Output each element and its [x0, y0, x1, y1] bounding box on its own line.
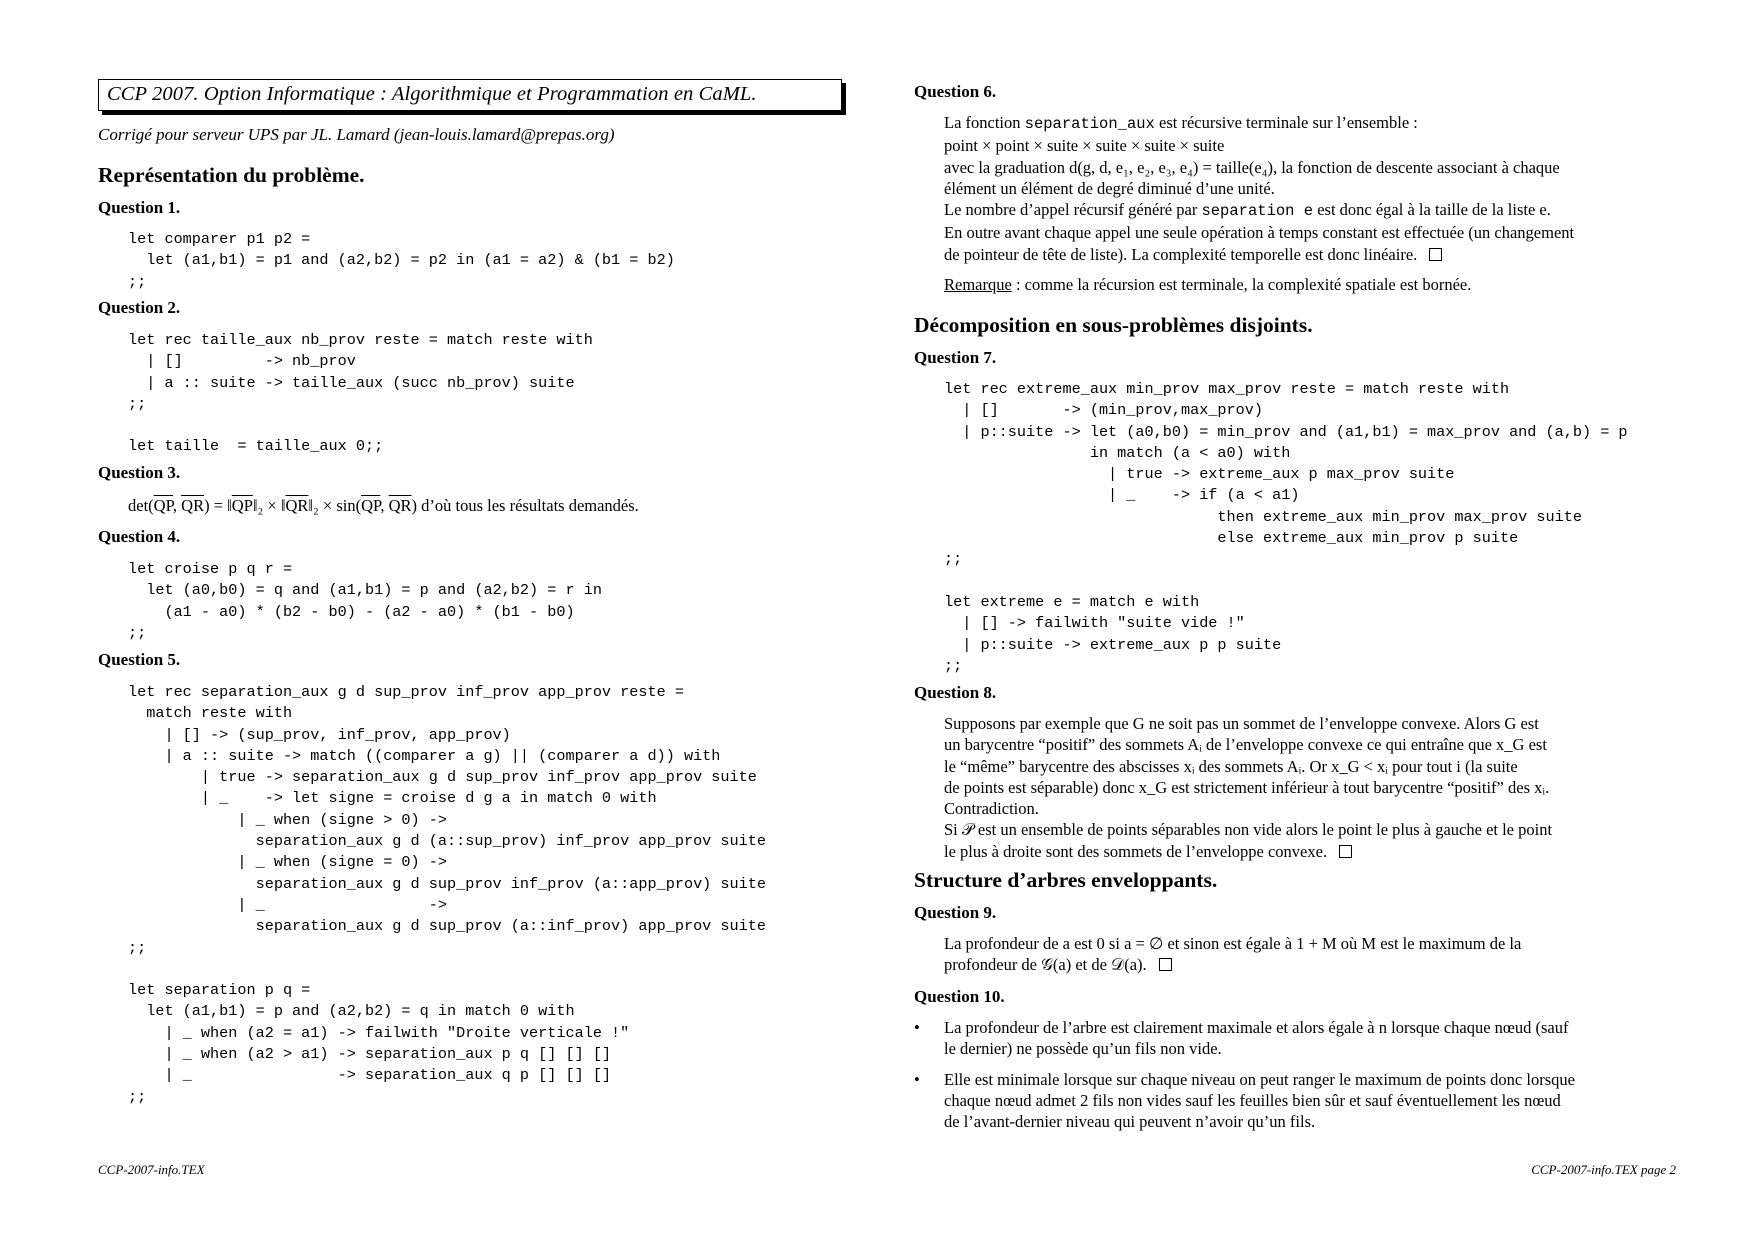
question-1-code: let comparer p1 p2 = let (a1,b1) = p1 and (a2,b2) = p2 in (a1 = a2) & (b1 = b2) ;;	[128, 230, 675, 291]
question-5-title: Question 5.	[98, 650, 181, 669]
document-title-box	[98, 79, 842, 111]
bullet-icon: •	[914, 1069, 920, 1089]
qed-icon	[1159, 958, 1172, 971]
list-item: • Elle est minimale lorsque sur chaque niveau on peut ranger le maximum de points donc lorsque chaque nœud admet 2 fils non vides sauf les feuilles bien sûr et sauf éventuellement les nœud de l’avant-dernier niveau qui peuvent n’avoir qu’un fils.	[914, 1069, 1575, 1132]
question-3-title: Question 3.	[98, 463, 181, 482]
author-line: Corrigé pour serveur UPS par JL. Lamard (jean-louis.lamard@prepas.org)	[98, 125, 615, 144]
document-title: CCP 2007. Option Informatique : Algorithmique et Programmation en CaML.	[107, 83, 757, 105]
question-5-code: let rec separation_aux g d sup_prov inf_prov app_prov reste = match reste with | [] -> (sup_prov, inf_prov, app_prov) | a :: suite -> match ((comparer a g) || (comparer a d)) with | true -> separation_aux g d sup_prov inf_prov app_prov suite | _ -> let signe = croise d g a in match 0 with | _ when (signe > 0) -> separation_aux g d (a::sup_prov) inf_prov app_prov suite | _ when (signe = 0) -> separation_aux g d sup_prov inf_prov (a::app_prov) suite | _ -> separation_aux g d sup_prov (a::inf_prov) app_prov suite ;; let separation p q = let (a1,b1) = p and (a2,b2) = q in match 0 with | _ when (a2 = a1) -> failwith "Droite verticale !" | _ when (a2 > a1) -> separation_aux p q [] [] [] | _ -> separation_aux q p [] [] [] ;;	[128, 683, 766, 1106]
section-heading: Représentation du problème.	[98, 163, 365, 187]
question-7-title: Question 7.	[914, 348, 997, 367]
question-8-title: Question 8.	[914, 683, 997, 702]
question-9-title: Question 9.	[914, 903, 997, 922]
section-heading: Structure d’arbres enveloppants.	[914, 868, 1218, 892]
question-2-title: Question 2.	[98, 298, 181, 317]
question-8-body: Supposons par exemple que G ne soit pas un sommet de l’enveloppe convexe. Alors G est un barycentre “positif” des sommets Aᵢ de l’enveloppe convexe ce qui entraîne que x_G est le “même” barycentre des abscisses xᵢ des sommets Aᵢ. Or x_G < xᵢ pour tout i (la suite de points est séparable) donc x_G est strictement inférieur à tout barycentre “positif” des xᵢ. Contradiction. Si 𝒫 est un ensemble de points séparables non vide alors le point le plus à gauche et le point le plus à droite sont des sommets de l’enveloppe convexe.	[944, 714, 1553, 861]
qed-icon	[1429, 248, 1442, 261]
question-4-title: Question 4.	[98, 527, 181, 546]
question-10-list	[914, 1017, 1674, 1132]
question-6-body: La fonction separation_aux est récursive terminale sur l’ensemble : point × point × suite × suite × suite × suite avec la graduation d(g, d, e₁, e₂, e₃, e₄) = taille(e₄), la fonction de descente associant à chaque élément un élément de degré diminué d’une unité. Le nombre d’appel récursif généré par separation e est donc égal à la taille de la liste e. En outre avant chaque appel une seule opération à temps constant est effectuée (un changement de pointeur de tête de liste). La complexité temporelle est donc linéaire. Remarque : comme la récursion est terminale, la complexité spatiale est bornée.	[944, 113, 1575, 295]
page-footer-right: CCP-2007-info.TEX page 2	[1531, 1162, 1676, 1177]
question-6-title: Question 6.	[914, 82, 997, 101]
question-2-code: let rec taille_aux nb_prov reste = match reste with | [] -> nb_prov | a :: suite -> taille_aux (succ nb_prov) suite ;; let taille = taille_aux 0;;	[128, 331, 593, 456]
qed-icon	[1339, 845, 1352, 858]
section-heading: Décomposition en sous-problèmes disjoints.	[914, 313, 1313, 337]
list-item: • La profondeur de l’arbre est clairement maximale et alors égale à n lorsque chaque nœud (sauf le dernier) ne possède qu’un fils non vide.	[914, 1018, 1569, 1059]
bullet-icon: •	[914, 1018, 920, 1037]
page-footer-left: CCP-2007-info.TEX	[98, 1162, 205, 1177]
question-3-text: $\det(\overline{QP}$, $\overline{QR}$) = $‖\overline{QP}‖_2$ × $‖\overline{QR}‖_2 \times \sin(\overline{QP}$, $\overline{QR}$) d’où tous les résultats demandés.	[128, 496, 639, 515]
question-7-code: let rec extreme_aux min_prov max_prov reste = match reste with | [] -> (min_prov,max_prov) | p::suite -> let (a0,b0) = min_prov and (a1,b1) = max_prov and (a,b) = p in match (a < a0) with | true -> extreme_aux p max_prov suite | _ -> if (a < a1) then extreme_aux min_prov max_prov suite else extreme_aux min_prov p suite ;; let extreme e = match e with | [] -> failwith "suite vide !" | p::suite -> extreme_aux p p suite ;;	[944, 380, 1628, 675]
question-10-title: Question 10.	[914, 987, 1005, 1006]
question-4-code: let croise p q r = let (a0,b0) = q and (a1,b1) = p and (a2,b2) = r in (a1 - a0) * (b2 - b0) - (a2 - a0) * (b1 - b0) ;;	[128, 560, 602, 642]
question-9-body: La profondeur de a est 0 si a = ∅ et sinon est égale à 1 + M où M est le maximum de la profondeur de 𝒢(a) et de 𝒟(a).	[944, 934, 1522, 975]
question-1-title: Question 1.	[98, 198, 181, 217]
